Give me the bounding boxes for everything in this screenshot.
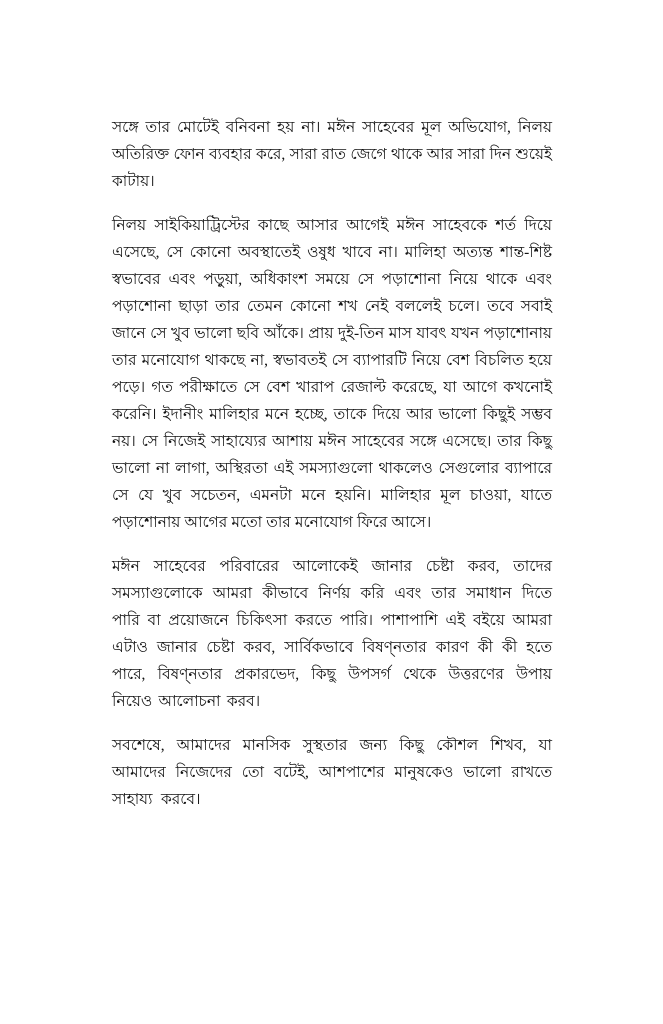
body-paragraph-4: সবশেষে, আমাদের মানসিক সুস্থতার জন্য কিছু কৌশল শিখব, যা আমাদের নিজেদের তো বটেই, আশপাশের মানুষকেও ভালো রাখতে সাহায্য করবে। bbox=[112, 737, 552, 808]
body-text-column bbox=[112, 114, 552, 813]
body-paragraph-2: নিলয় সাইকিয়াট্রিস্টের কাছে আসার আগেই মঈন সাহেবকে শর্ত দিয়ে এসেছে, সে কোনো অবস্থাতেই ওষুধ খাবে না। মালিহা অত্যন্ত শান্ত-শিষ্ট স্বভাবের এবং পড়ুয়া, অধিকাংশ সময়ে সে পড়াশোনা নিয়ে থাকে এবং পড়াশোনা ছাড়া তার তেমন কোনো শখ নেই বললেই চলে। তবে সবাই জানে সে খুব ভালো ছবি আঁকে। প্রায় দুই-তিন মাস যাবৎ যখন পড়াশোনায় তার মনোযোগ থাকছে না, স্বভাবতই সে ব্যাপারটি নিয়ে বেশ বিচলিত হয়ে পড়ে। গত পরীক্ষাতে সে বেশ খারাপ রেজাল্ট করেছে, যা আগে কখনোই করেনি। ইদানীং মালিহার মনে হচ্ছে, তাকে দিয়ে আর ভালো কিছুই সম্ভব নয়। সে নিজেই সাহায্যের আশায় মঈন সাহেবের সঙ্গে এসেছে। তার কিছু ভালো না লাগা, অস্থিরতা এই সমস্যাগুলো থাকলেও সেগুলোর ব্যাপারে সে যে খুব সচেতন, এমনটা মনে হয়নি। মালিহার মূল চাওয়া, যাতে পড়াশোনায় আগের মতো তার মনোযোগ ফিরে আসে। bbox=[112, 217, 552, 531]
body-paragraph-1: সঙ্গে তার মোটেই বনিবনা হয় না। মঈন সাহেবের মূল অভিযোগ, নিলয় অতিরিক্ত ফোন ব্যবহার করে, সারা রাত জেগে থাকে আর সারা দিন শুয়েই কাটায়। bbox=[112, 119, 552, 190]
body-paragraph-3: মঈন সাহেবের পরিবারের আলোকেই জানার চেষ্টা করব, তাদের সমস্যাগুলোকে আমরা কীভাবে নির্ণয় করি এবং তার সমাধান দিতে পারি বা প্রয়োজনে চিকিৎসা করতে পারি। পাশাপাশি এই বইয়ে আমরা এটাও জানার চেষ্টা করব, সার্বিকভাবে বিষণ্নতার কারণ কী কী হতে পারে, বিষণ্নতার প্রকারভেদ, কিছু উপসর্গ থেকে উত্তরণের উপায় নিয়েও আলোচনা করব। bbox=[112, 558, 552, 710]
